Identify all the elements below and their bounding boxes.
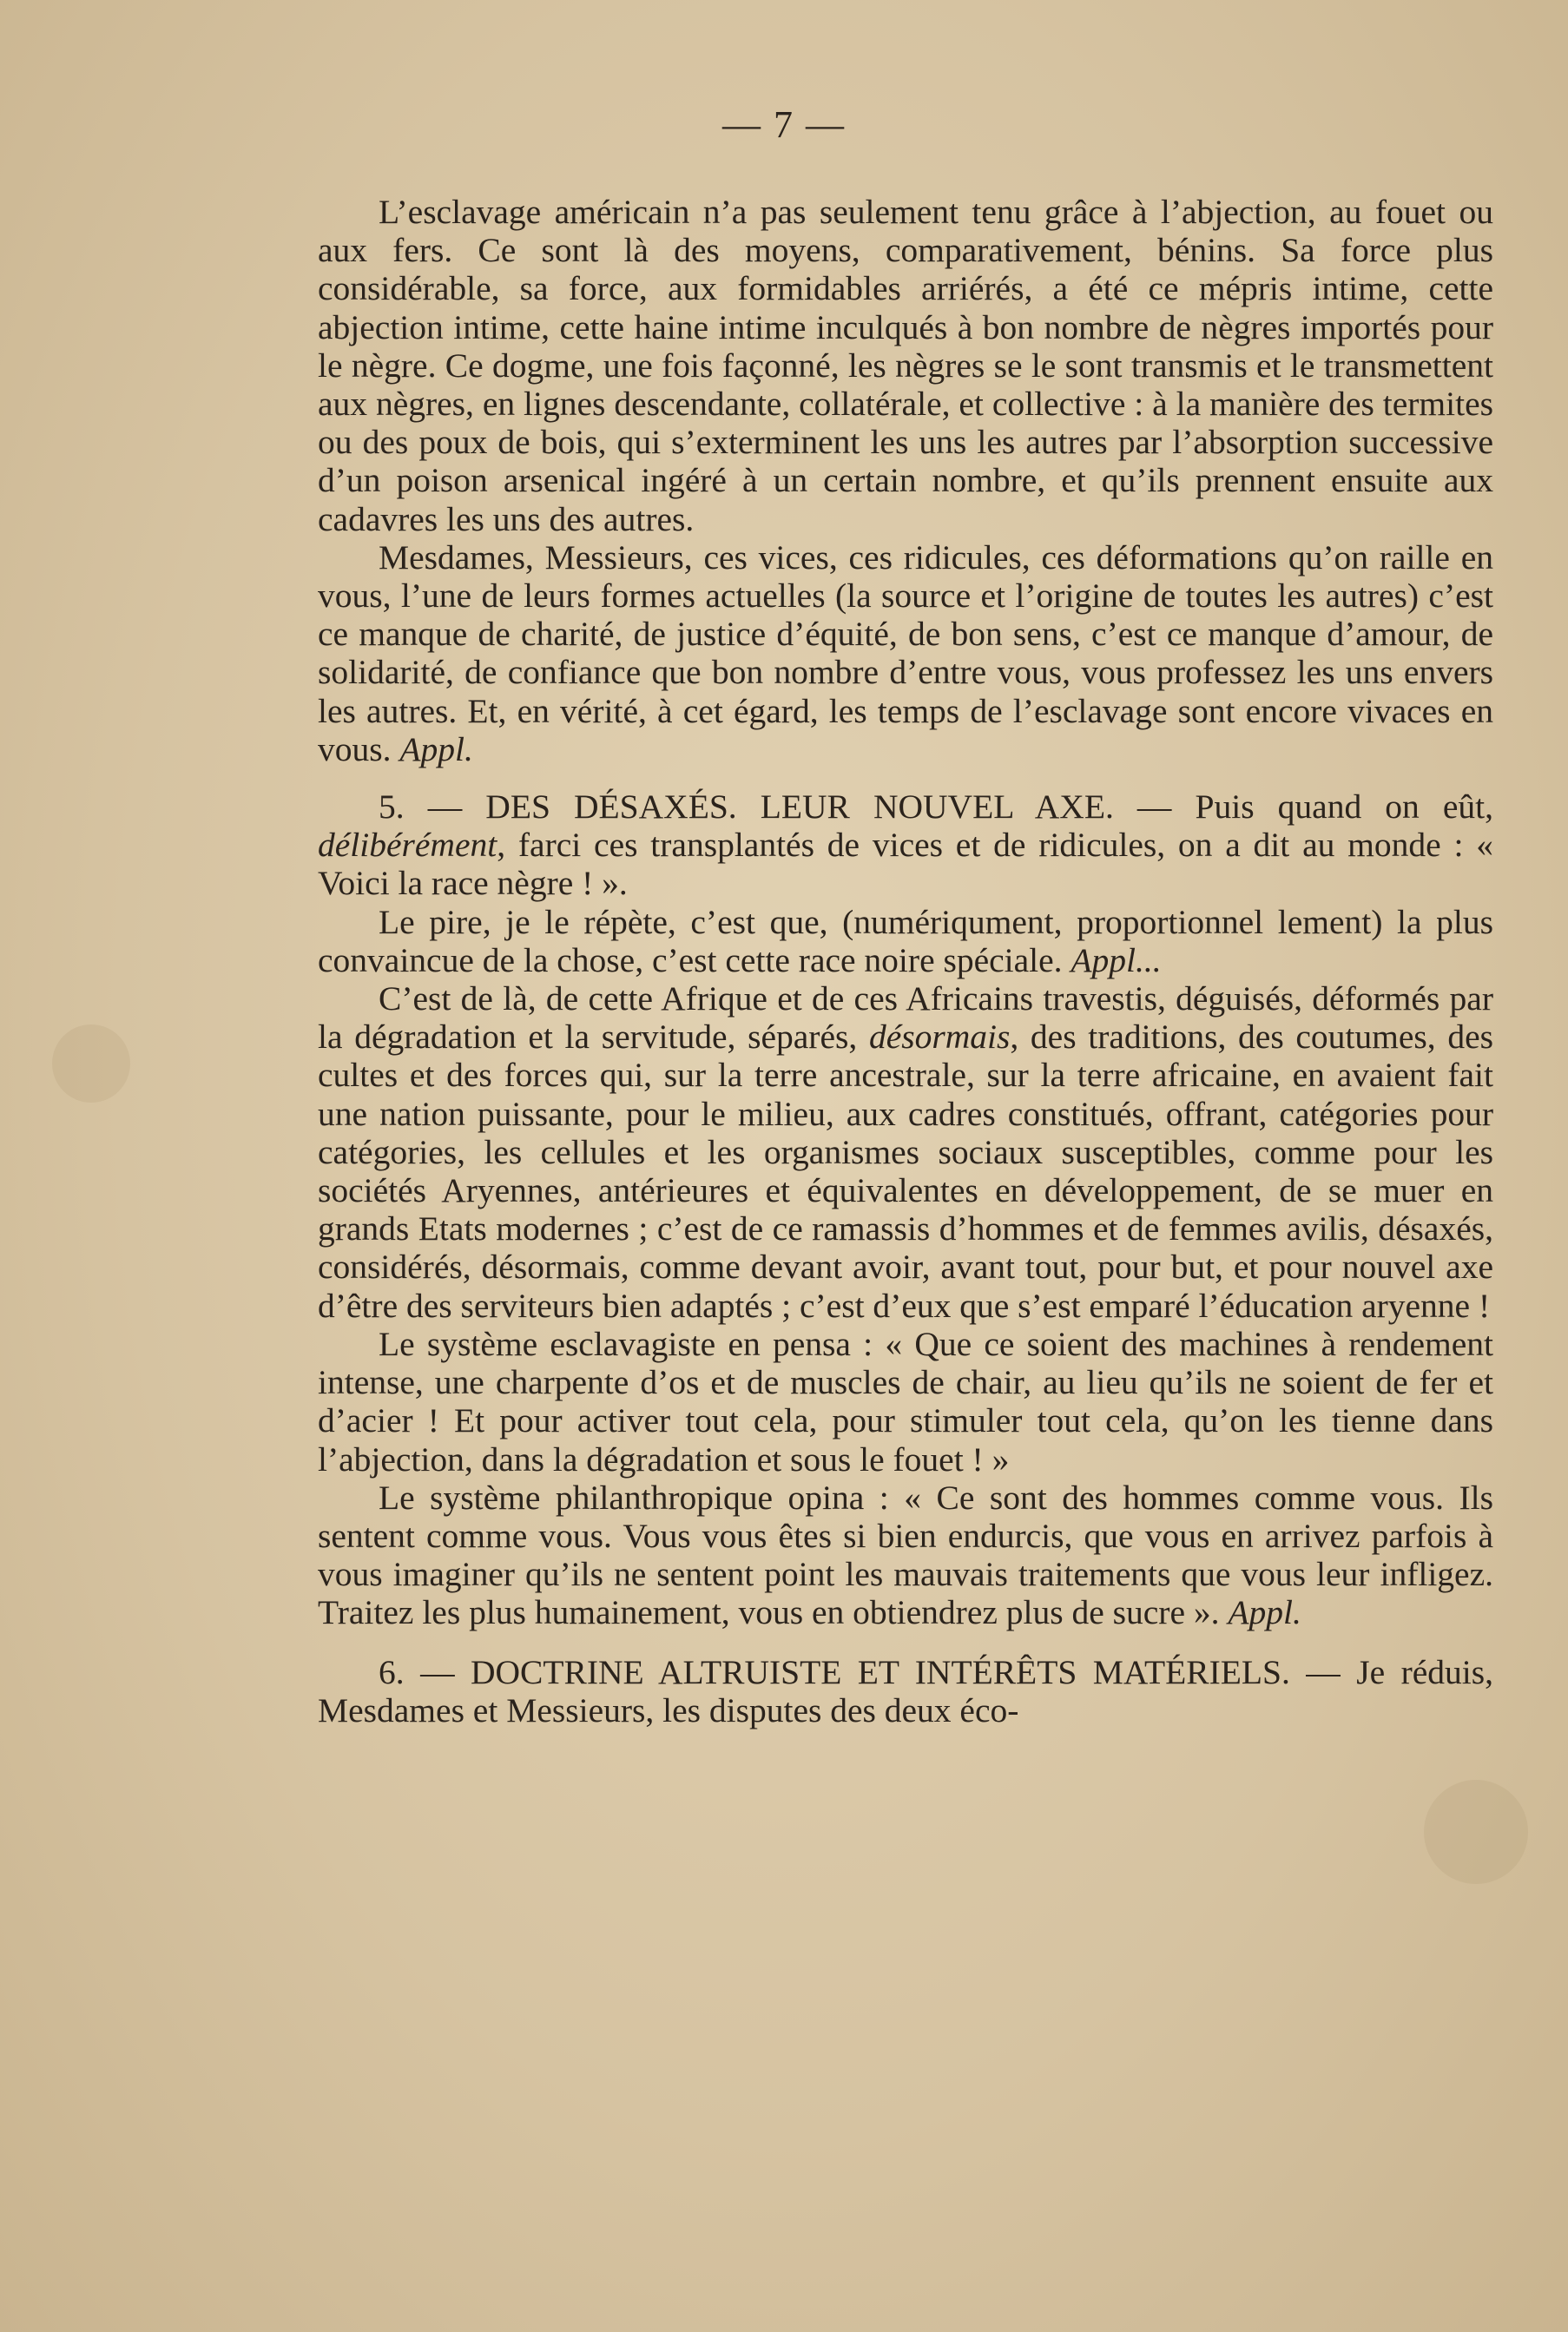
section-paragraph	[318, 1653, 1493, 1729]
text-run: L’esclavage américain n’a pas seulement tenu grâce à l’abjection, au fouet ou aux fers. Ce sont là des moyens, comparativement, bénins. Sa force plus considérable, sa force, aux formidables arriérés, a été ce mépris intime, cette abjection intime, cette haine intime inculqués à bon nombre de nègres importés pour le nègre. Ce dogme, une fois façonné, les nègres se le sont transmis et le transmettent aux nègres, en lignes descendante, collatérale, et collective : à la manière des termites ou des poux de bois, qui s’exterminent les uns les autres par l’absorption successive d’un poison arsenical ingéré à un certain nombre, et qu’ils prennent ensuite aux cadavres les uns des autres.	[318, 193, 1493, 538]
paragraph	[318, 538, 1493, 768]
italic-text: Appl.	[1228, 1593, 1301, 1632]
text-run: , des traditions, des coutumes, des cultes et des forces qui, sur la terre ancestrale, sur la terre africaine, en avaient fait une nation puissante, pour le milieu, aux cadres constitués, offrant, catégories pour catégories, les cellules et les organismes sociaux susceptibles, comme pour les sociétés Aryennes, antérieures et équivalentes en développement, de se muer en grands Etats modernes ; c’est de ce ramassis d’hommes et de femmes avilis, désaxés, considérés, désormais, comme devant avoir, avant tout, pour but, et pour nouvel axe d’être des serviteurs bien adaptés ; c’est d’eux que s’est emparé l’éducation aryenne !	[318, 1018, 1493, 1325]
text-run: Mesdames, Messieurs, ces vices, ces ridicules, ces déformations qu’on raille en vous, l’une de leurs formes actuelles (la source et l’origine de toutes les autres) c’est ce manque de charité, de justice d’équité, de bon sens, c’est ce manque d’amour, de solidarité, de confiance que bon nombre d’entre vous, vous professez les uns envers les autres. Et, en vérité, à cet égard, les temps de l’esclavage sont encore vivaces en vous.	[318, 537, 1493, 768]
section-paragraph	[318, 787, 1493, 903]
paragraph	[318, 193, 1493, 538]
text-run: , farci ces transplantés de vices et de ridicules, on a dit au monde : « Voici la race nègre ! ».	[318, 826, 1493, 903]
text-run: Le système philanthropique opina : « Ce sont des hommes comme vous. Ils sentent comme vous. Vous vous êtes si bien endurcis, que vous en arrivez parfois à vous imaginer qu’ils ne sentent point les mauvais traitements que vous leur infligez. Traitez les plus humainement, vous en obtiendrez plus de sucre ».	[318, 1478, 1493, 1632]
paragraph	[318, 1479, 1493, 1632]
text-run: C’est de là, de cette Afrique et de ces Africains travestis, déguisés, déformés par la dégradation et la servitude, séparés,	[318, 979, 1493, 1057]
paper-stain	[52, 1024, 130, 1103]
italic-text: Appl...	[1071, 940, 1162, 979]
italic-text: délibérément	[318, 826, 497, 865]
paragraph	[318, 1325, 1493, 1479]
italic-text: Appl.	[399, 729, 473, 768]
text-run: 5. — DES DÉSAXÉS. LEUR NOUVEL AXE. — Puis quand on eût,	[379, 787, 1493, 827]
paragraph	[318, 979, 1493, 1325]
italic-text: désormais	[868, 1018, 1011, 1057]
text-run: 6. — DOCTRINE ALTRUISTE ET INTÉRÊTS MATÉRIELS. — Je réduis, Mesdames et Messieurs, les disputes des deux éco-	[318, 1652, 1493, 1729]
text-run: Le pire, je le répète, c’est que, (numériqument, proportionnel lement) la plus convaincue de la chose, c’est cette race noire spéciale.	[318, 902, 1493, 979]
text-run: Le système esclavagiste en pensa : « Que ce soient des machines à rendement intense, une charpente d’os et de muscles de chair, au lieu qu’ils ne soient de fer et d’acier ! Et pour activer tout cela, pour stimuler tout cela, qu’on les tienne dans l’abjection, dans la dégradation et sous le fouet ! »	[318, 1324, 1493, 1479]
page-number: — 7 —	[722, 103, 846, 146]
paragraph	[318, 903, 1493, 979]
body-text	[318, 193, 1493, 1729]
paper-stain	[1424, 1780, 1528, 1884]
